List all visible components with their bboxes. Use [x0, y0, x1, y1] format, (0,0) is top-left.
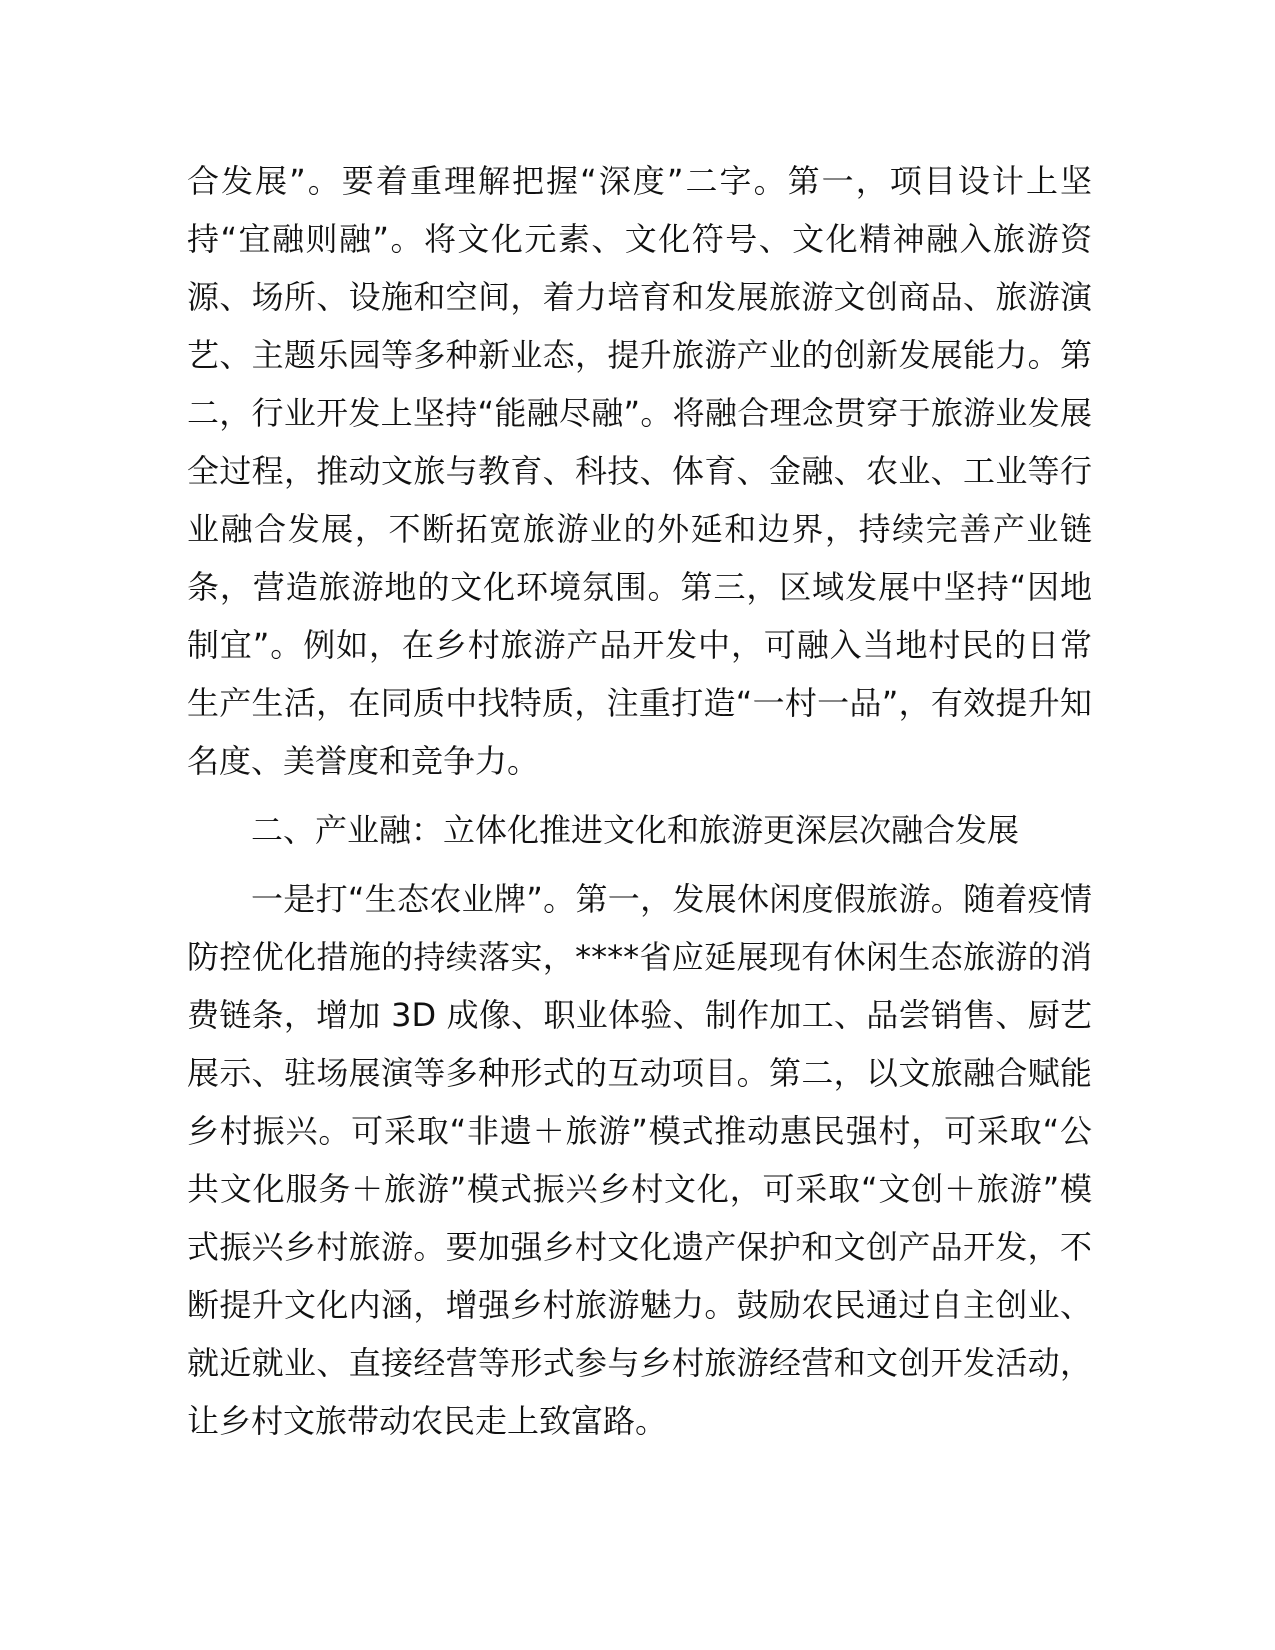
- body-paragraph-2: 一是打“生态农业牌”。第一，发展休闲度假旅游。随着疫情防控优化措施的持续落实，****省应延展现有休闲生态旅游的消费链条，增加 3D 成像、职业体验、制作加工、品尝销售、厨艺展示、驻场展演等多种形式的互动项目。第二，以文旅融合赋能乡村振兴。可采取“非遗＋旅游”模式推动惠民强村，可采取“公共文化服务＋旅游”模式振兴乡村文化，可采取“文创＋旅游”模式振兴乡村旅游。要加强乡村文化遗产保护和文创产品开发，不断提升文化内涵，增强乡村旅游魅力。鼓励农民通过自主创业、就近就业、直接经营等形式参与乡村旅游经营和文创开发活动，让乡村文旅带动农民走上致富路。: [187, 880, 1092, 1440]
- body-paragraph-1: 合发展”。要着重理解把握“深度”二字。第一，项目设计上坚持“宜融则融”。将文化元素、文化符号、文化精神融入旅游资源、场所、设施和空间，着力培育和发展旅游文创商品、旅游演艺、主题乐园等多种新业态，提升旅游产业的创新发展能力。第二，行业开发上坚持“能融尽融”。将融合理念贯穿于旅游业发展全过程，推动文旅与教育、科技、体育、金融、农业、工业等行业融合发展，不断拓宽旅游业的外延和边界，持续完善产业链条，营造旅游地的文化环境氛围。第三，区域发展中坚持“因地制宜”。例如，在乡村旅游产品开发中，可融入当地村民的日常生产生活，在同质中找特质，注重打造“一村一品”，有效提升知名度、美誉度和竞争力。: [187, 162, 1092, 780]
- section-heading: 二、产业融：立体化推进文化和旅游更深层次融合发展: [251, 811, 1020, 849]
- document-body: [187, 152, 1092, 1450]
